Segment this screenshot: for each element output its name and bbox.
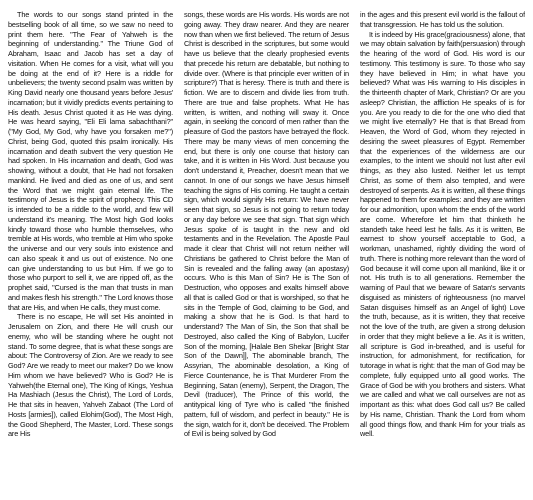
paragraph: It is indeed by His grace(graciousness) alone, that we may obtain salvation by faith(persuasion) through the hearing of the word of God. His word is our testimony. This testimony is sure. To those who say they have believed in Him; in what have you believed? What was His warning to His disciples in the thirteenth chapter of Mark, Christian? Or are you asleep? Christian, the affliction He speaks of is for you. Are you ready to die for the one who died that we might live eternally? He that is that Bread from Heaven, the Word of God, whom they rejected in desiring the sweet pleasures of Egypt. Remember that the experiences of the wilderness are our examples, to the intent we should not lust after evil things, as they also lusted. Neither let us tempt Christ, as some of them also tempted, and were destroyed of serpents. As it is written, all these things happened to them for examples: and they are written for our admonition, upon whom the ends of the world are come. Wherefore let him that thinketh he standeth take heed lest he falls. As it is written, Be earnest to show yourself acceptable to God, a workman, unashamed, rightly dividing the word of truth. There is nothing more relevant than the word of God because it will come upon all mankind, like it or not. His truth is to all generations. Remember the warning of Paul that we beware of Satan's servants disguised as ministers of righteousness (no marvel Satan disguises himself as an Angel of light) Love the truth, because, as it is written, they that receive not the love of the truth, are given a strong delusion in order that they might believe a lie. As it is written, all scripture is God in-breathed, and is useful for instruction, for admonishment, for rectification, for tutorage in what is right: that the man of God may be complete, fully equipped unto all good works. The Grace of God be with you brothers and sisters. What we are called and what we call ourselves are not as important as this: what does God call us? Be called by His name, Christian. Thank the Lord from whom all good things flow, and thank Him for your trials as well. bbox=[360, 29, 525, 439]
text-column-1 bbox=[8, 10, 173, 500]
paragraph: in the ages and this present evil world is the fallout of that transgression. He has told us the solution. bbox=[360, 10, 525, 29]
paragraph: There is no escape, He will set His anointed in Jerusalem on Zion, and there He will crush our enemy, who will be standing where he ought not stand. To some degree, that is what these songs are about: The Controversy of Zion. Are we ready to see God? Are we ready to meet our maker? Do we know Him whom we have believed? Who is God? He is Yahweh(the Eternal one), The King of Kings, Yeshua Ha Mashiach (Jesus the Christ), The Lord of Lords, He that sits in heaven, Yahveh Zabaot (The Lord of Hosts [armies]), called Elohim(God), The Most High, the Good Shepherd, The Master, Lord. These songs are His bbox=[8, 312, 173, 439]
paragraph: songs, these words are His words. His words are not going away. They draw nearer. And they are nearer now than when we first believed. The return of Jesus Christ is described in the scriptures, but some would have us believe that the clearly prophesied events that precede his return are debatable, but nothing to divide over. (Where is that principle ever written of in scripture?) That is heresy. There is truth and there is fiction. We are to discern and divide lies from truth. There are true and false prophets. What He has written, is written, and nothing will sway it. Once again, in seeking the concord of men rather than the pleasure of God the pastors have betrayed the flock. There may be many views of men concerning the end, but there is only one course that history can take, and it is written in His Word. Just because you don't understand it, Preacher, doesn't mean that we cannot. In one of our songs we have Jesus himself teaching the signs of His coming. He taught a certain sign, which would signify His return: We have never seen that sign, so Jesus is not going to return today or any day before we see that sign. That sign which Jesus spoke of is taught in the new and old testaments and in the Revelation. The Apostle Paul made it clear that Christ will not return neither will Christians be gathered to Christ before the Man of Sin is revealed and the falling away (an apostasy) occurs. Who is this Man of Sin? He is The Son of Destruction, who opposes and exalts himself above all that is called God or that is worshiped, so that he sits in the Temple of God, claiming to be God, and making a show that he is God. Is that hard to understand? The Man of Sin, the Son that shall be Destroyed, also called the King of Babylon, Lucifer Son of the morning, [Halale Ben Shekar [Bright Star Son of the Dawn]], The abominable branch, The Assyrian, The abominable desolation, a King of Fierce Countenance, he is That Murderer From the Beginning, Satan (enemy), Serpent, the Dragon, The Devil (traducer), The Prince of this world, the antitypical king of Tyre who is called "the finished pattern, full of wisdom, and perfect in beauty." He is the sign, watch for it, don't be deceived. The Problem of Evil is being solved by God bbox=[184, 10, 349, 439]
text-column-2 bbox=[184, 10, 349, 500]
paragraph: The words to our songs stand printed in the bestselling book of all time, so we saw no need to print them here. "The Fear of Yahweh is the beginning of understanding." The Triune God of Abraham, Isaac and Jacob has set a day of visitation. When He comes for a visit, what will you be doing at the end of it? Here is a riddle for unbelievers; the twenty second psalm was written by King David nearly one thousand years before Jesus' incarnation; but it vividly predicts events pertaining to His death. Jesus Christ quoted it as He was dying. He was heard saying, "Eli Eli lama sabachthani?" ("My God, My God, why have you forsaken me?") Christ, being God, quoted this psalm ironically. His incarnation and death subvert the very question He had spoken. In His incarnation and death, God was showing, without a doubt, that He had not forsaken mankind. He lived and died as one of us, and sent the Word that we might gain eternal life. The testimony of Jesus is the spirit of prophecy. This CD is intended to be a riddle to the world, and few will understand it's meaning. The Most high God looks kindly toward those who humble themselves, who tremble at His words, who tremble at Him who spoke the universe and our very souls into existence and can also speak it and us out of existence. No one can give understanding to us but Him. If we go to those who purport to sell it, we are ripped off, as the prophet said, "Cursed is the man that trusts in man and makes flesh his strength." The Lord knows those that are His, and when He calls, they must come. bbox=[8, 10, 173, 312]
text-column-3 bbox=[360, 10, 525, 500]
